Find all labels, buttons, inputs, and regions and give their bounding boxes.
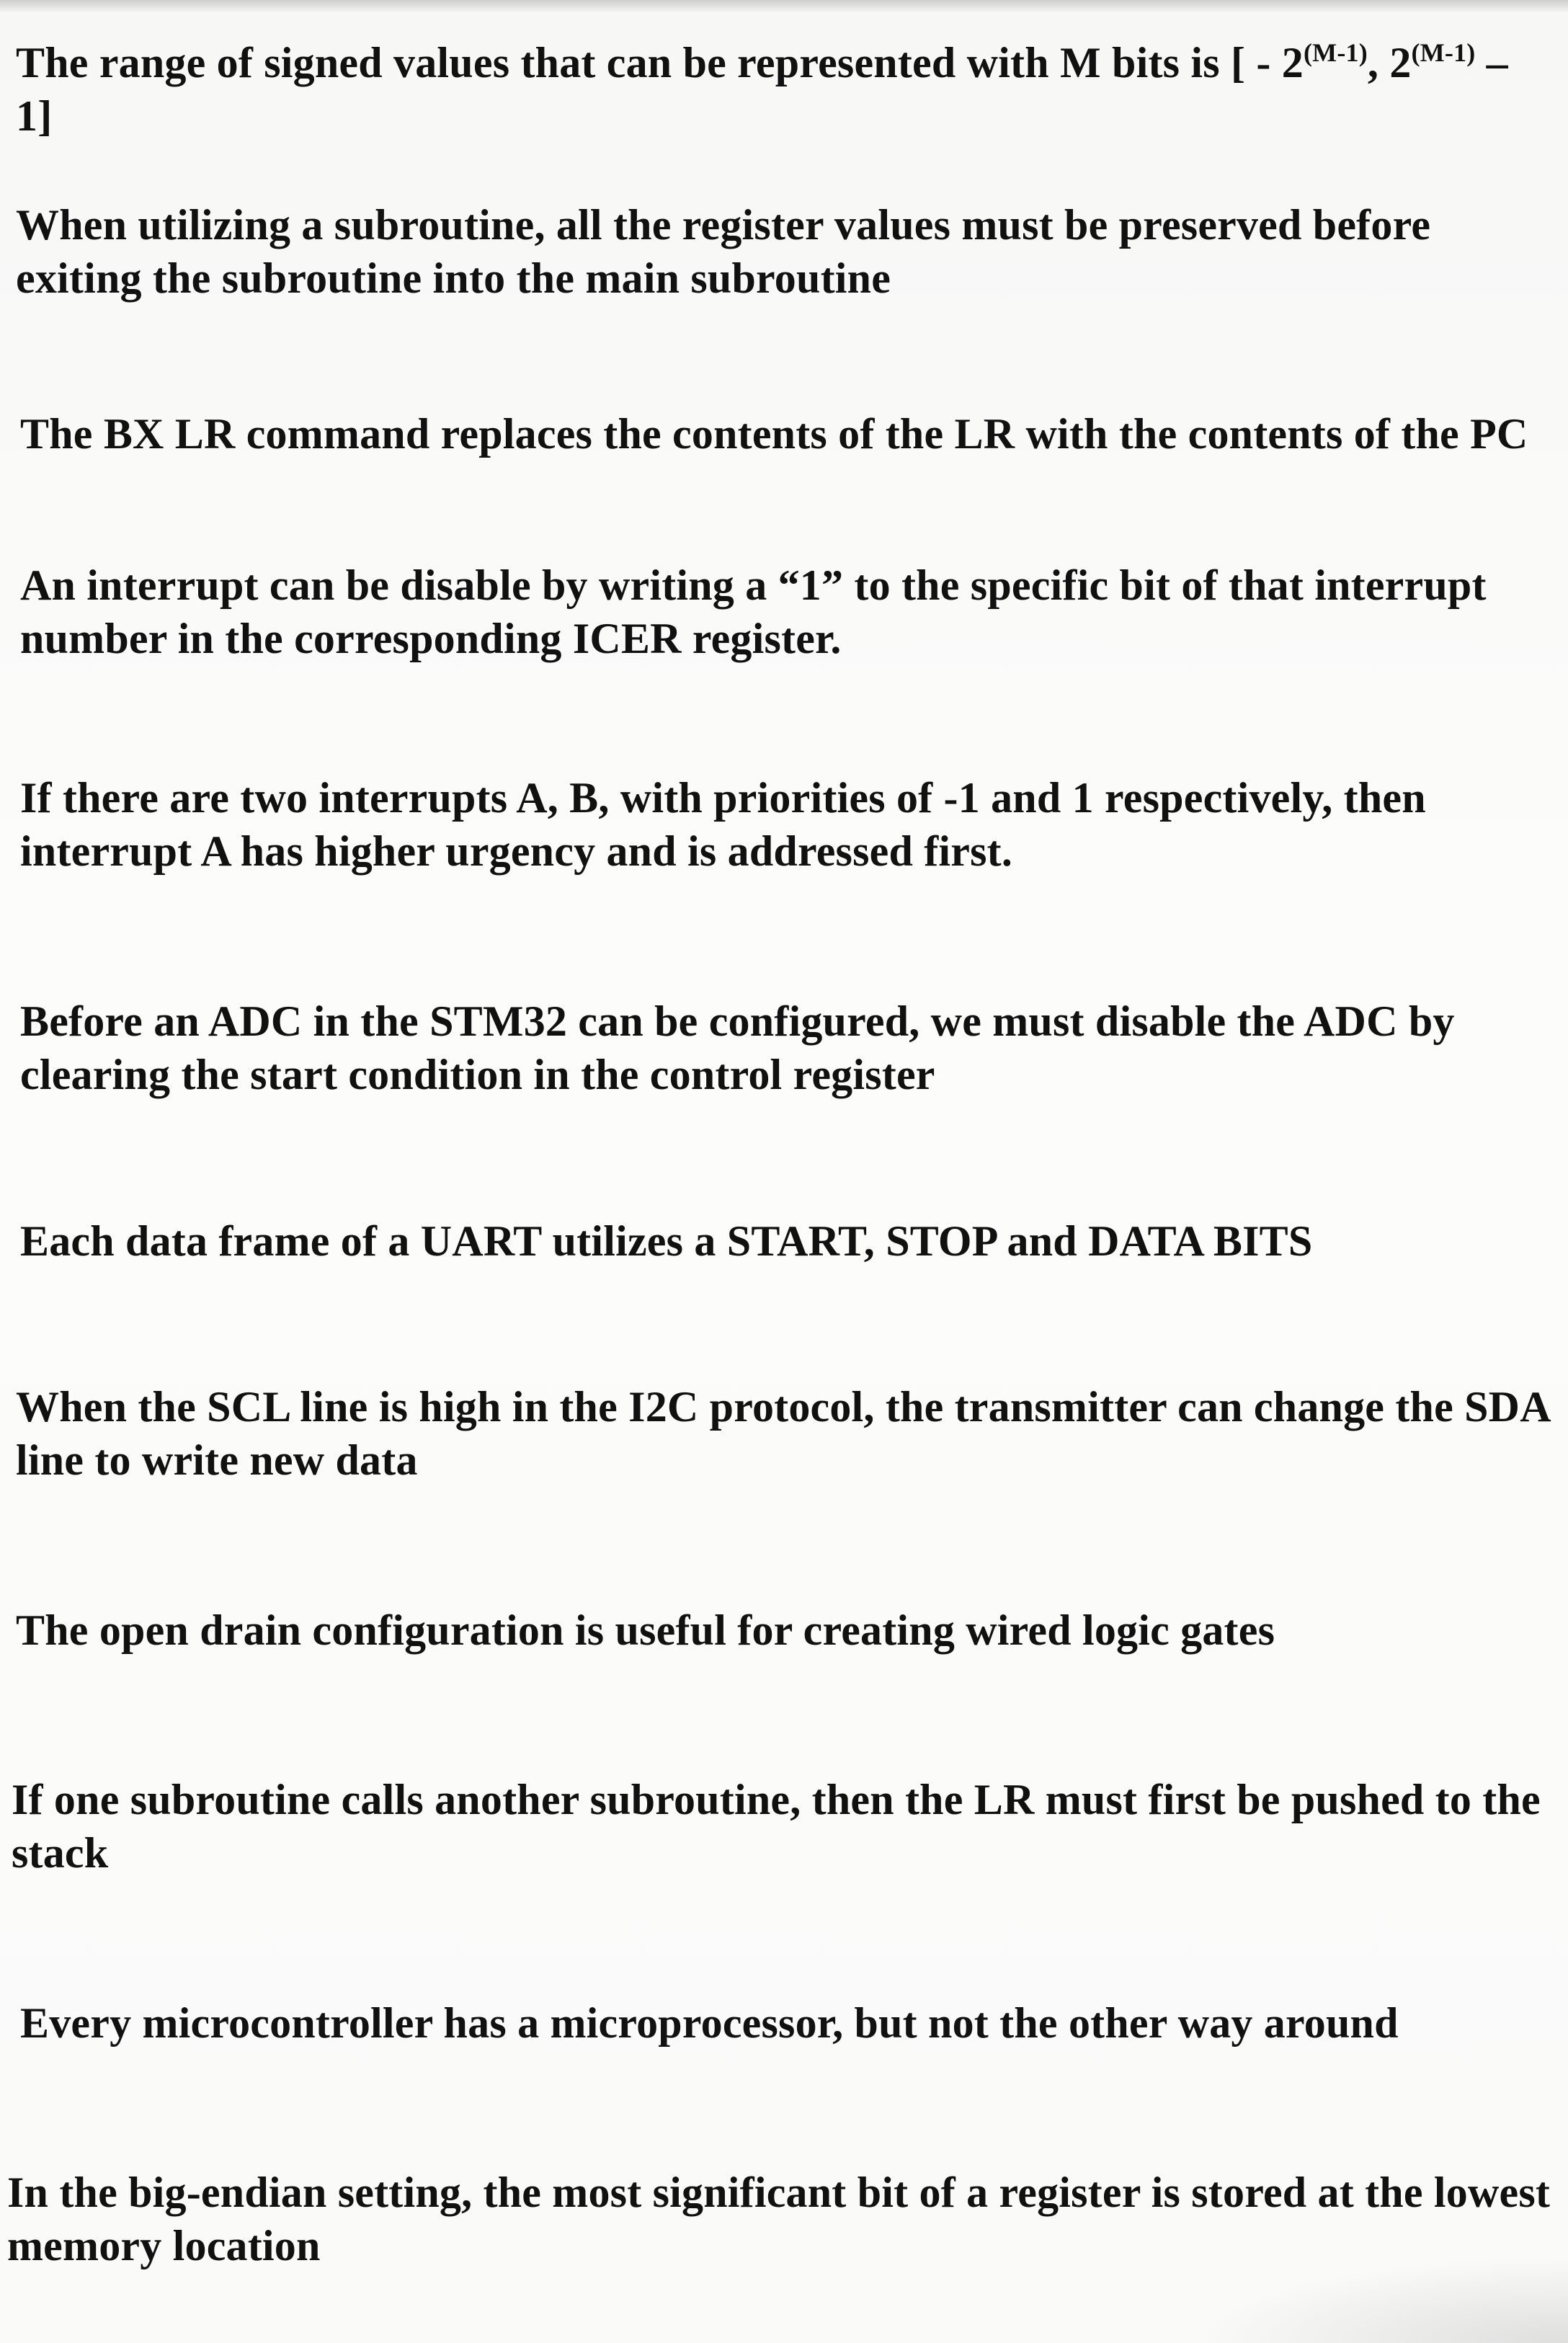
page-corner-shadow	[1193, 2257, 1568, 2343]
exponent: (M-1)	[1303, 38, 1368, 67]
statement-microcontroller: Every microcontroller has a microprocessor, but not the other way around	[20, 1999, 1399, 2047]
statement-text: – 1]	[16, 39, 1508, 140]
statement-interrupt-disable: An interrupt can be disable by writing a “1” to the specific bit of that interrupt number in the corresponding ICER register.	[20, 561, 1487, 662]
statement-lr-stack: If one subroutine calls another subroutine, then the LR must first be pushed to the stack	[12, 1776, 1541, 1877]
statement-bx-lr: The BX LR command replaces the contents of the LR with the contents of the PC	[20, 410, 1528, 458]
statement-text: , 2	[1367, 39, 1412, 86]
page-top-edge-shadow	[0, 0, 1568, 13]
statement-open-drain: The open drain configuration is useful for creating wired logic gates	[16, 1606, 1275, 1654]
statement-range-signed-values	[16, 36, 1551, 143]
statement-text: The range of signed values that can be represented with M bits is [ - 2	[16, 39, 1304, 86]
exponent: (M-1)	[1411, 38, 1476, 67]
statement-uart-frame: Each data frame of a UART utilizes a START, STOP and DATA BITS	[20, 1217, 1313, 1265]
statement-interrupt-priorities: If there are two interrupts A, B, with priorities of -1 and 1 respectively, then interrupt A has higher urgency and is addressed first.	[20, 774, 1426, 875]
statement-subroutine-registers: When utilizing a subroutine, all the register values must be preserved before exiting the subroutine into the main subroutine	[16, 201, 1431, 302]
statement-i2c-scl: When the SCL line is high in the I2C protocol, the transmitter can change the SDA line to write new data	[16, 1383, 1549, 1484]
statement-big-endian: In the big-endian setting, the most significant bit of a register is stored at the lowest memory location	[7, 2169, 1551, 2269]
statement-adc-config: Before an ADC in the STM32 can be configured, we must disable the ADC by clearing the start condition in the control register	[20, 997, 1455, 1098]
